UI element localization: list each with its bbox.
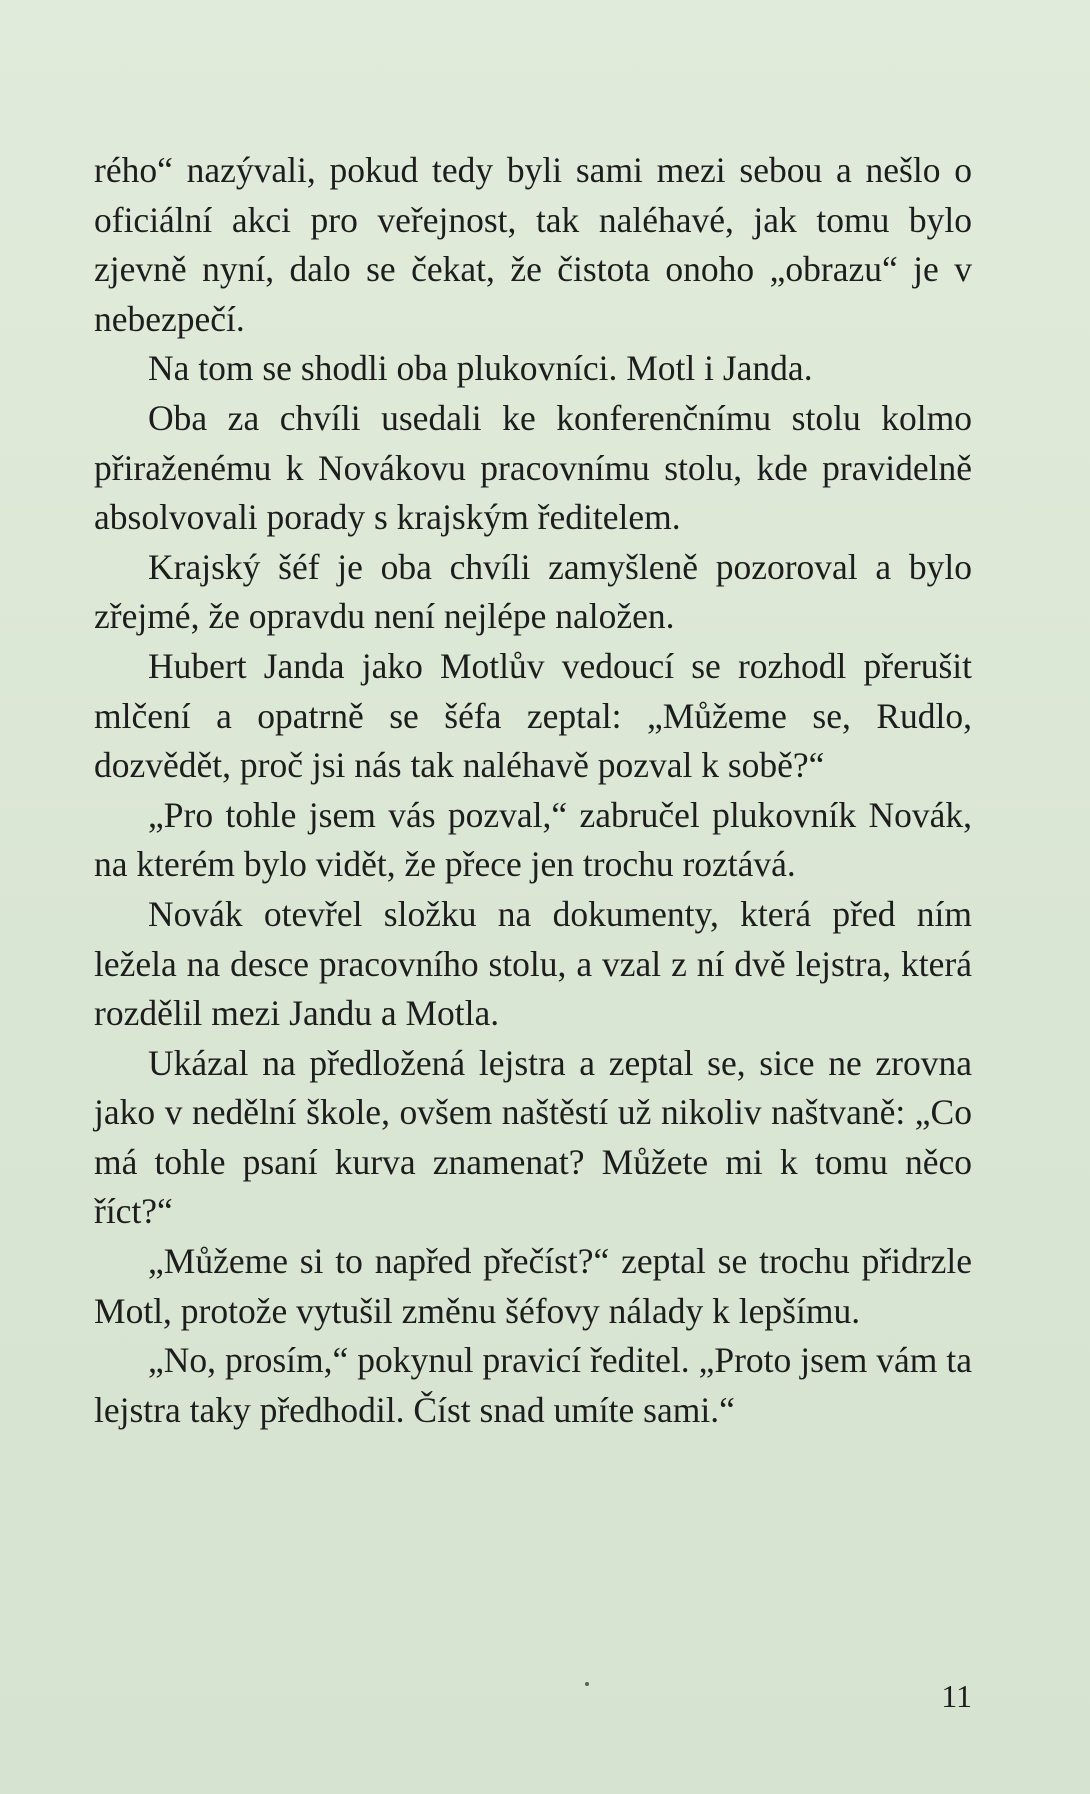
paragraph-6: „Pro tohle jsem vás pozval,“ zabručel plukovník Novák, na kterém bylo vidět, že přece jen trochu roztává.	[94, 794, 972, 885]
paragraph-1: rého“ nazývali, pokud tedy byli sami mezi sebou a nešlo o oficiální akci pro veřejnost, tak naléhavé, jak tomu bylo zjevně nyní, dalo se čekat, že čistota onoho „obrazu“ je v nebezpečí.	[94, 150, 972, 339]
print-speck	[585, 1682, 589, 1686]
paragraph-9: „Můžeme si to napřed přečíst?“ zeptal se trochu přidrzle Motl, protože vytušil změnu šéfovy nálady k lepšímu.	[94, 1241, 972, 1331]
paragraph-4: Krajský šéf je oba chvíli zamyšleně pozoroval a bylo zřejmé, že opravdu není nejlépe naložen.	[94, 546, 972, 637]
paragraph-2: Na tom se shodli oba plukovníci. Motl i Janda.	[148, 348, 813, 389]
body-text	[94, 146, 972, 1435]
paragraph-8: Ukázal na předložená lejstra a zeptal se, sice ne zrovna jako v nedělní škole, ovšem naštěstí už nikoliv naštvaně: „Co má tohle psaní kurva znamenat? Můžete mi k tomu něco říct?“	[94, 1042, 972, 1232]
paragraph-5: Hubert Janda jako Motlův vedoucí se rozhodl přerušit mlčení a opatrně se šéfa zeptal: „Můžeme se, Rudlo, dozvědět, proč jsi nás tak naléhavě pozval k sobě?“	[94, 645, 972, 786]
page-number: 11	[941, 1678, 972, 1714]
paragraph-3: Oba za chvíli usedali ke konferenčnímu stolu kolmo přiraženému k Novákovu pracovnímu stolu, kde pravidelně absolvovali porady s krajským ředitelem.	[94, 397, 972, 538]
paragraph-7: Novák otevřel složku na dokumenty, která před ním ležela na desce pracovního stolu, a vzal z ní dvě lejstra, která rozdělil mezi Jandu a Motla.	[94, 893, 972, 1034]
paragraph-10: „No, prosím,“ pokynul pravicí ředitel. „Proto jsem vám ta lejstra taky předhodil. Číst snad umíte sami.“	[94, 1340, 972, 1430]
